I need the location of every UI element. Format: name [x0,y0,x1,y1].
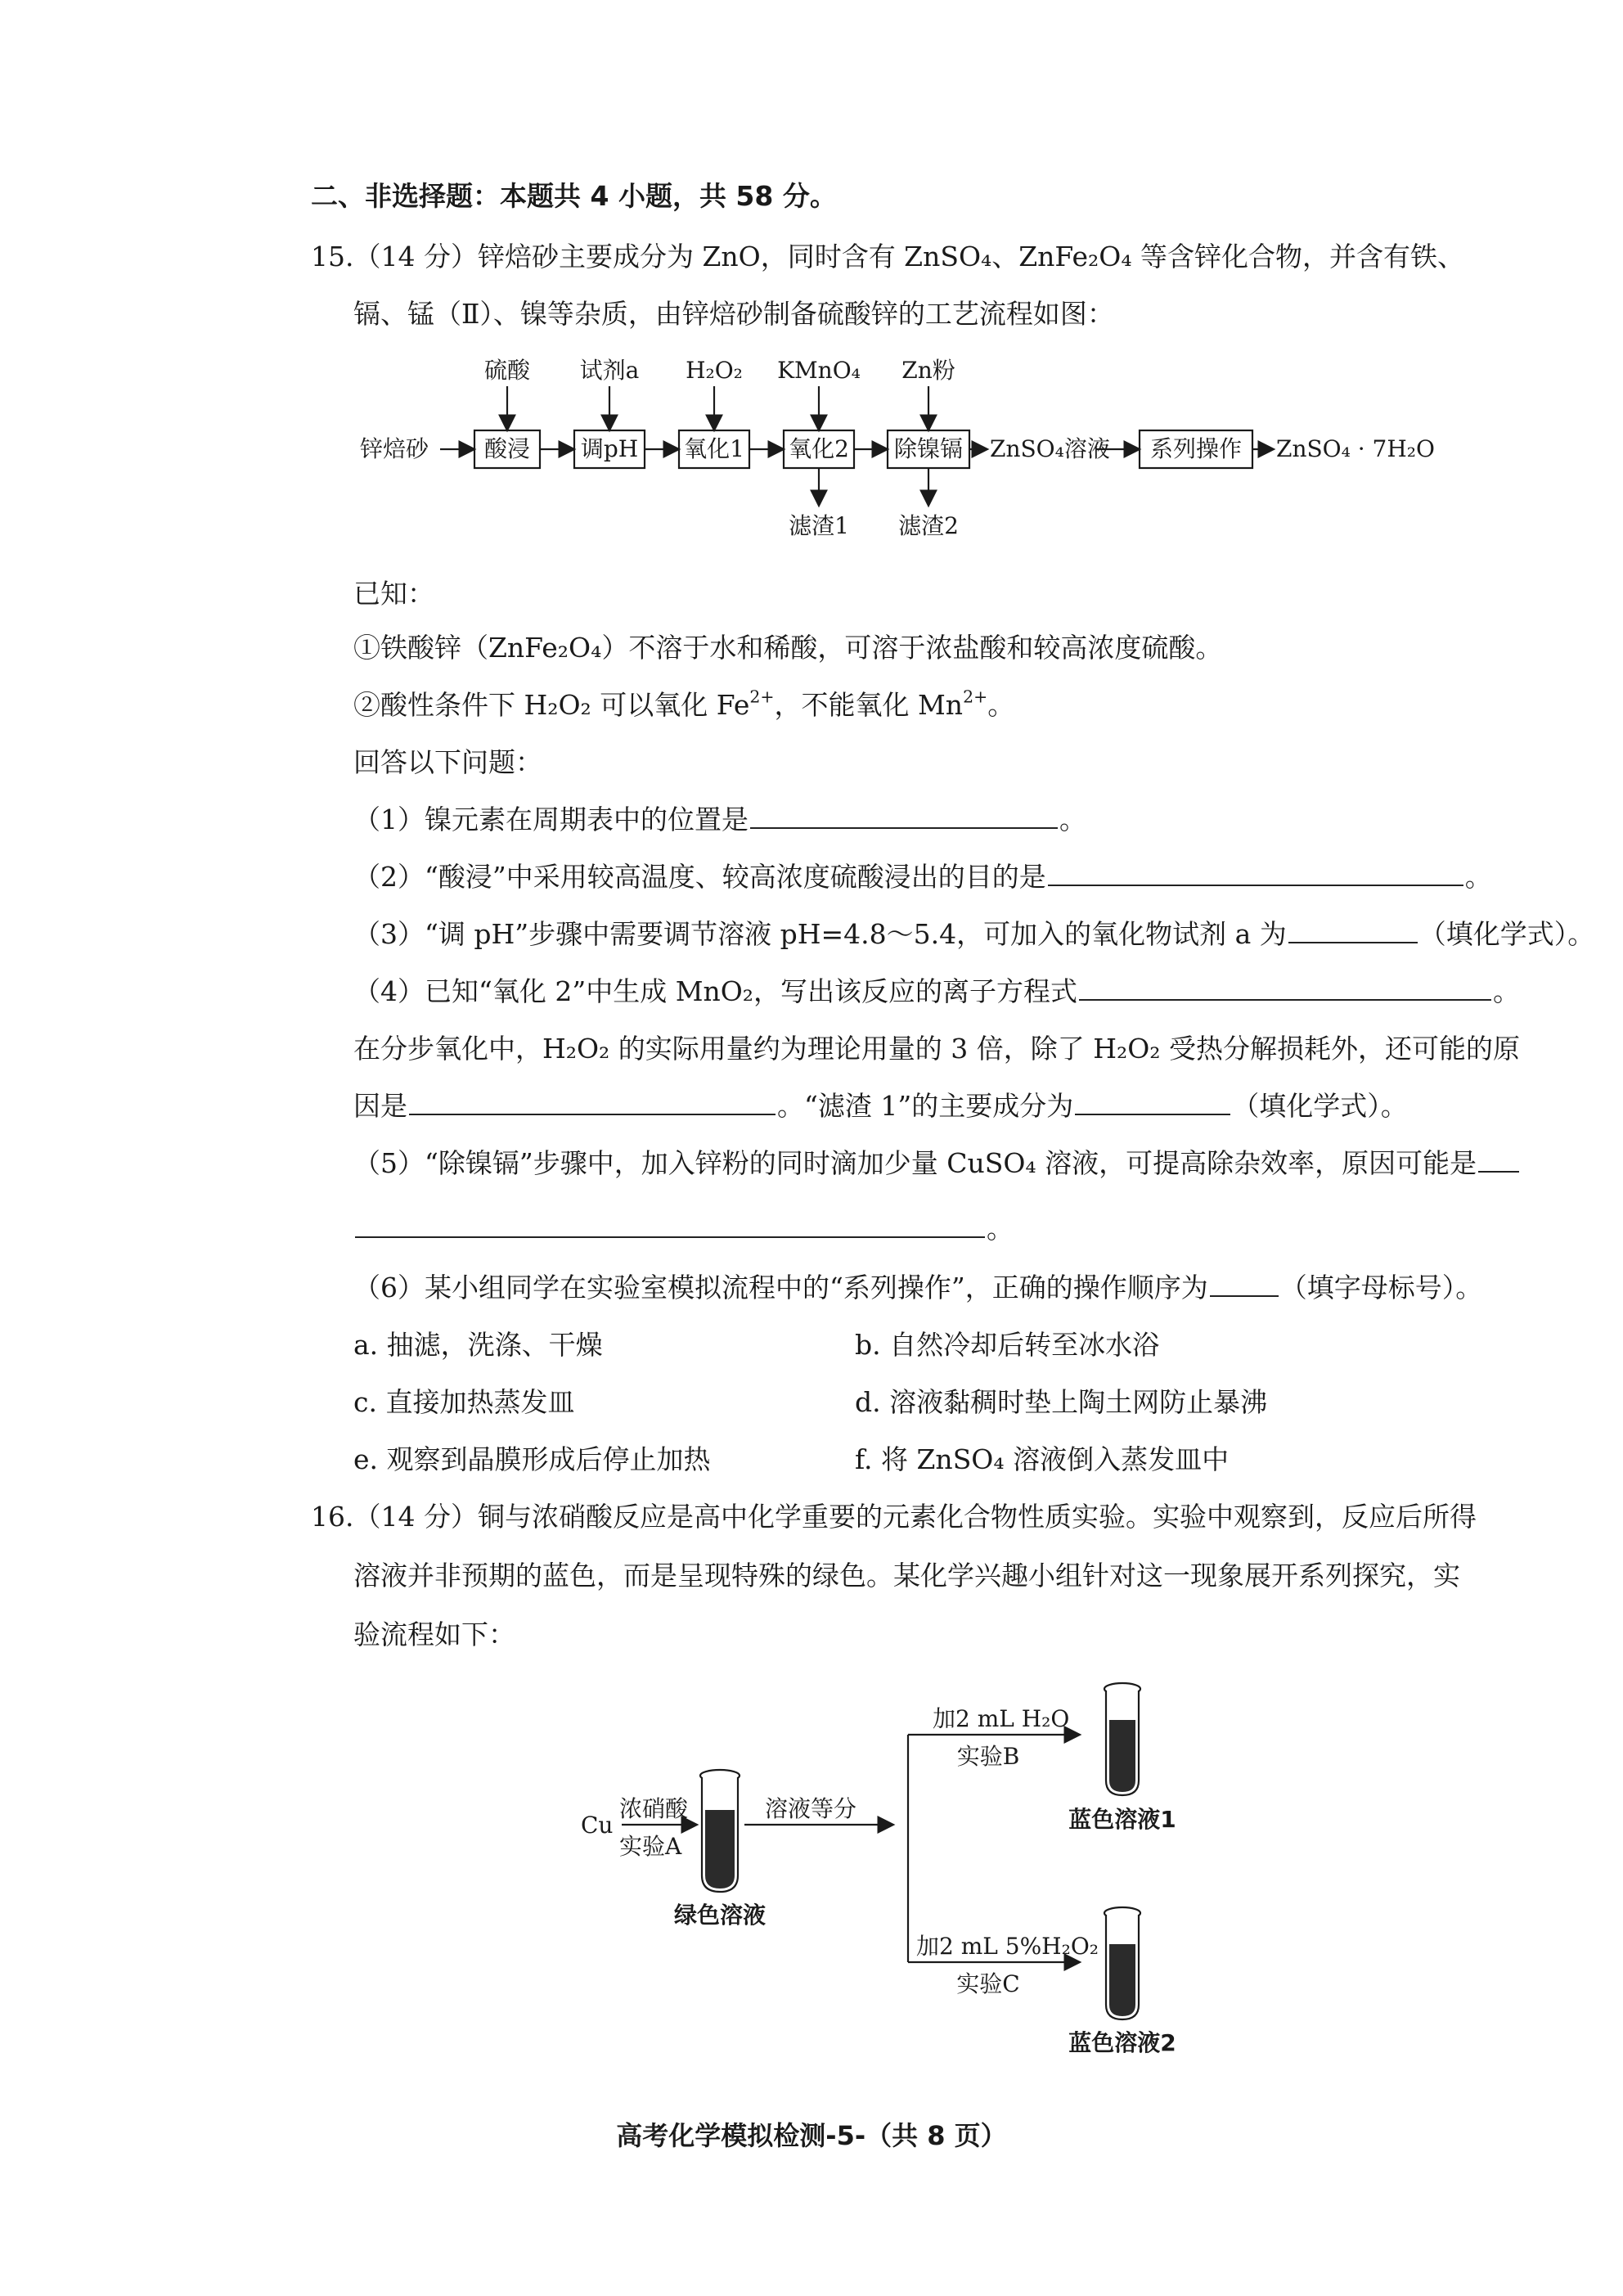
known-item-1: ①铁酸锌（ZnFe₂O₄）不溶于水和稀酸，可溶于浓盐酸和较高浓度硫酸。 [353,632,1223,664]
answer-blank[interactable] [355,1212,985,1238]
cu-label: Cu [581,1812,614,1839]
flow-residue-label: 滤渣2 [898,512,959,539]
flow-step-label: 调pH [580,435,639,462]
period: 。 [1059,804,1086,835]
answer-blank[interactable] [1048,860,1463,886]
flow-reagent-label: 硫酸 [483,357,531,384]
option-b: b. 自然冷却后转至冰水浴 [855,1329,1160,1361]
period: 。 [1493,975,1521,1007]
option-d: d. 溶液黏稠时垫上陶土网防止暴沸 [855,1386,1268,1418]
charge-superscript: 2+ [749,687,775,707]
q16-line1: 16.（14 分）铜与浓硝酸反应是高中化学重要的元素化合物性质实验。实验中观察到，反应后所得 [311,1501,1477,1533]
q15-intro-line1: 15.（14 分）锌焙砂主要成分为 ZnO，同时含有 ZnSO₄、ZnFe₂O₄ 等含锌化合物，并含有铁、 [311,241,1465,272]
flow-step-label: 酸浸 [483,435,531,462]
reagent-a-label: 浓硝酸 [619,1795,689,1822]
answer-blank[interactable] [750,803,1058,829]
question-2-text: （2）“酸浸”中采用较高温度、较高浓度硫酸浸出的目的是 [353,861,1046,893]
flow-op-label: 系列操作 [1149,435,1243,462]
question-5 [353,1146,1521,1182]
question-4-line2: 在分步氧化中，H₂O₂ 的实际用量约为理论用量的 3 倍，除了 H₂O₂ 受热分解损耗外，还可能的原 [353,1033,1521,1065]
known-item-2-part: 。 [987,689,1015,721]
question-4-line3-text: 因是 [353,1090,407,1122]
flow-reagent-label: KMnO₄ [777,357,861,384]
question-4 [353,974,1520,1010]
question-4-line3-text: 。“滤渣 1”的主要成分为 [777,1090,1074,1122]
zinc-process-flowchart [360,344,1440,556]
flow-middle-label: ZnSO₄溶液 [990,435,1110,462]
flow-start-label: 锌焙砂 [360,435,429,462]
add-b-label: 加2 mL H₂O [933,1705,1070,1732]
question-6-text: （6）某小组同学在实验室模拟流程中的“系列操作”，正确的操作顺序为 [353,1272,1208,1303]
flow-step-label: 氧化2 [789,435,849,462]
question-3-suffix: （填化学式）。 [1418,918,1595,950]
flow-step-label: 氧化1 [684,435,744,462]
period: 。 [1464,861,1492,893]
charge-superscript: 2+ [963,687,988,707]
exp-b-label: 实验B [956,1743,1020,1770]
q16-line2: 溶液并非预期的蓝色，而是呈现特殊的绿色。某化学兴趣小组针对这一现象展开系列探究，实 [353,1560,1460,1591]
answer-blank[interactable] [1288,917,1418,943]
q15-intro-line2: 镉、锰（Ⅱ）、镍等杂质，由锌焙砂制备硫酸锌的工艺流程如图： [353,298,1114,330]
page-footer: 高考化学模拟检测-5-（共 8 页） [616,2120,1007,2151]
green-solution-label: 绿色溶液 [673,1902,767,1929]
question-2 [353,859,1492,895]
answer-blank[interactable] [1075,1089,1230,1115]
question-4-text: （4）已知“氧化 2”中生成 MnO₂，写出该反应的离子方程式 [353,975,1078,1007]
flow-reagent-label: Zn粉 [901,357,955,384]
test-tube-b [1104,1683,1140,1795]
option-f: f. 将 ZnSO₄ 溶液倒入蒸发皿中 [855,1443,1230,1475]
answer-blank[interactable] [1079,975,1491,1001]
question-4-line3 [353,1088,1408,1124]
question-5-line2 [353,1211,1014,1247]
known-item-2 [353,687,1014,723]
question-5-text: （5）“除镍镉”步骤中，加入锌粉的同时滴加少量 CuSO₄ 溶液，可提高除杂效率，原因可能是 [353,1147,1477,1179]
question-1 [353,802,1086,838]
question-1-text: （1）镍元素在周期表中的位置是 [353,804,749,835]
question-6-suffix: （填字母标号）。 [1279,1272,1483,1303]
answer-blank[interactable] [1210,1271,1279,1297]
flow-product-label: ZnSO₄ · 7H₂O [1276,435,1435,462]
question-6 [353,1270,1482,1306]
section-title: 二、非选择题：本题共 4 小题，共 58 分。 [311,180,837,212]
option-c: c. 直接加热蒸发皿 [353,1386,575,1418]
known-title: 已知： [353,578,434,610]
blue-solution-1-label: 蓝色溶液1 [1068,1806,1176,1833]
option-e: e. 观察到晶膜形成后停止加热 [353,1443,711,1475]
flow-reagent-label: 试剂a [579,357,640,384]
split-label: 溶液等分 [765,1795,857,1822]
answer-title: 回答以下问题： [353,746,542,778]
flow-residue-label: 滤渣1 [789,512,849,539]
option-a: a. 抽滤，洗涤、干燥 [353,1329,603,1361]
exp-c-label: 实验C [956,1970,1020,1997]
test-tube-a [700,1770,740,1892]
q16-line3: 验流程如下： [353,1618,515,1650]
question-3-text: （3）“调 pH”步骤中需要调节溶液 pH=4.8～5.4，可加入的氧化物试剂 a 为 [353,918,1287,950]
flow-step-label: 除镍镉 [893,435,964,462]
blue-solution-2-label: 蓝色溶液2 [1068,2029,1176,2056]
copper-experiment-diagram [581,1661,1203,2087]
flow-reagent-label: H₂O₂ [686,357,743,384]
period: 。 [987,1213,1014,1245]
answer-blank[interactable] [409,1089,776,1115]
question-4-line3-suffix: （填化学式）。 [1232,1090,1408,1122]
add-c-label: 加2 mL 5%H₂O₂ [916,1933,1099,1960]
exp-a-label: 实验A [619,1833,682,1860]
known-item-2-part: ，不能氧化 Mn [774,689,964,721]
question-3 [353,916,1594,952]
answer-blank[interactable] [1478,1146,1519,1173]
test-tube-c [1104,1907,1140,2019]
known-item-2-part: ②酸性条件下 H₂O₂ 可以氧化 Fe [353,689,750,721]
